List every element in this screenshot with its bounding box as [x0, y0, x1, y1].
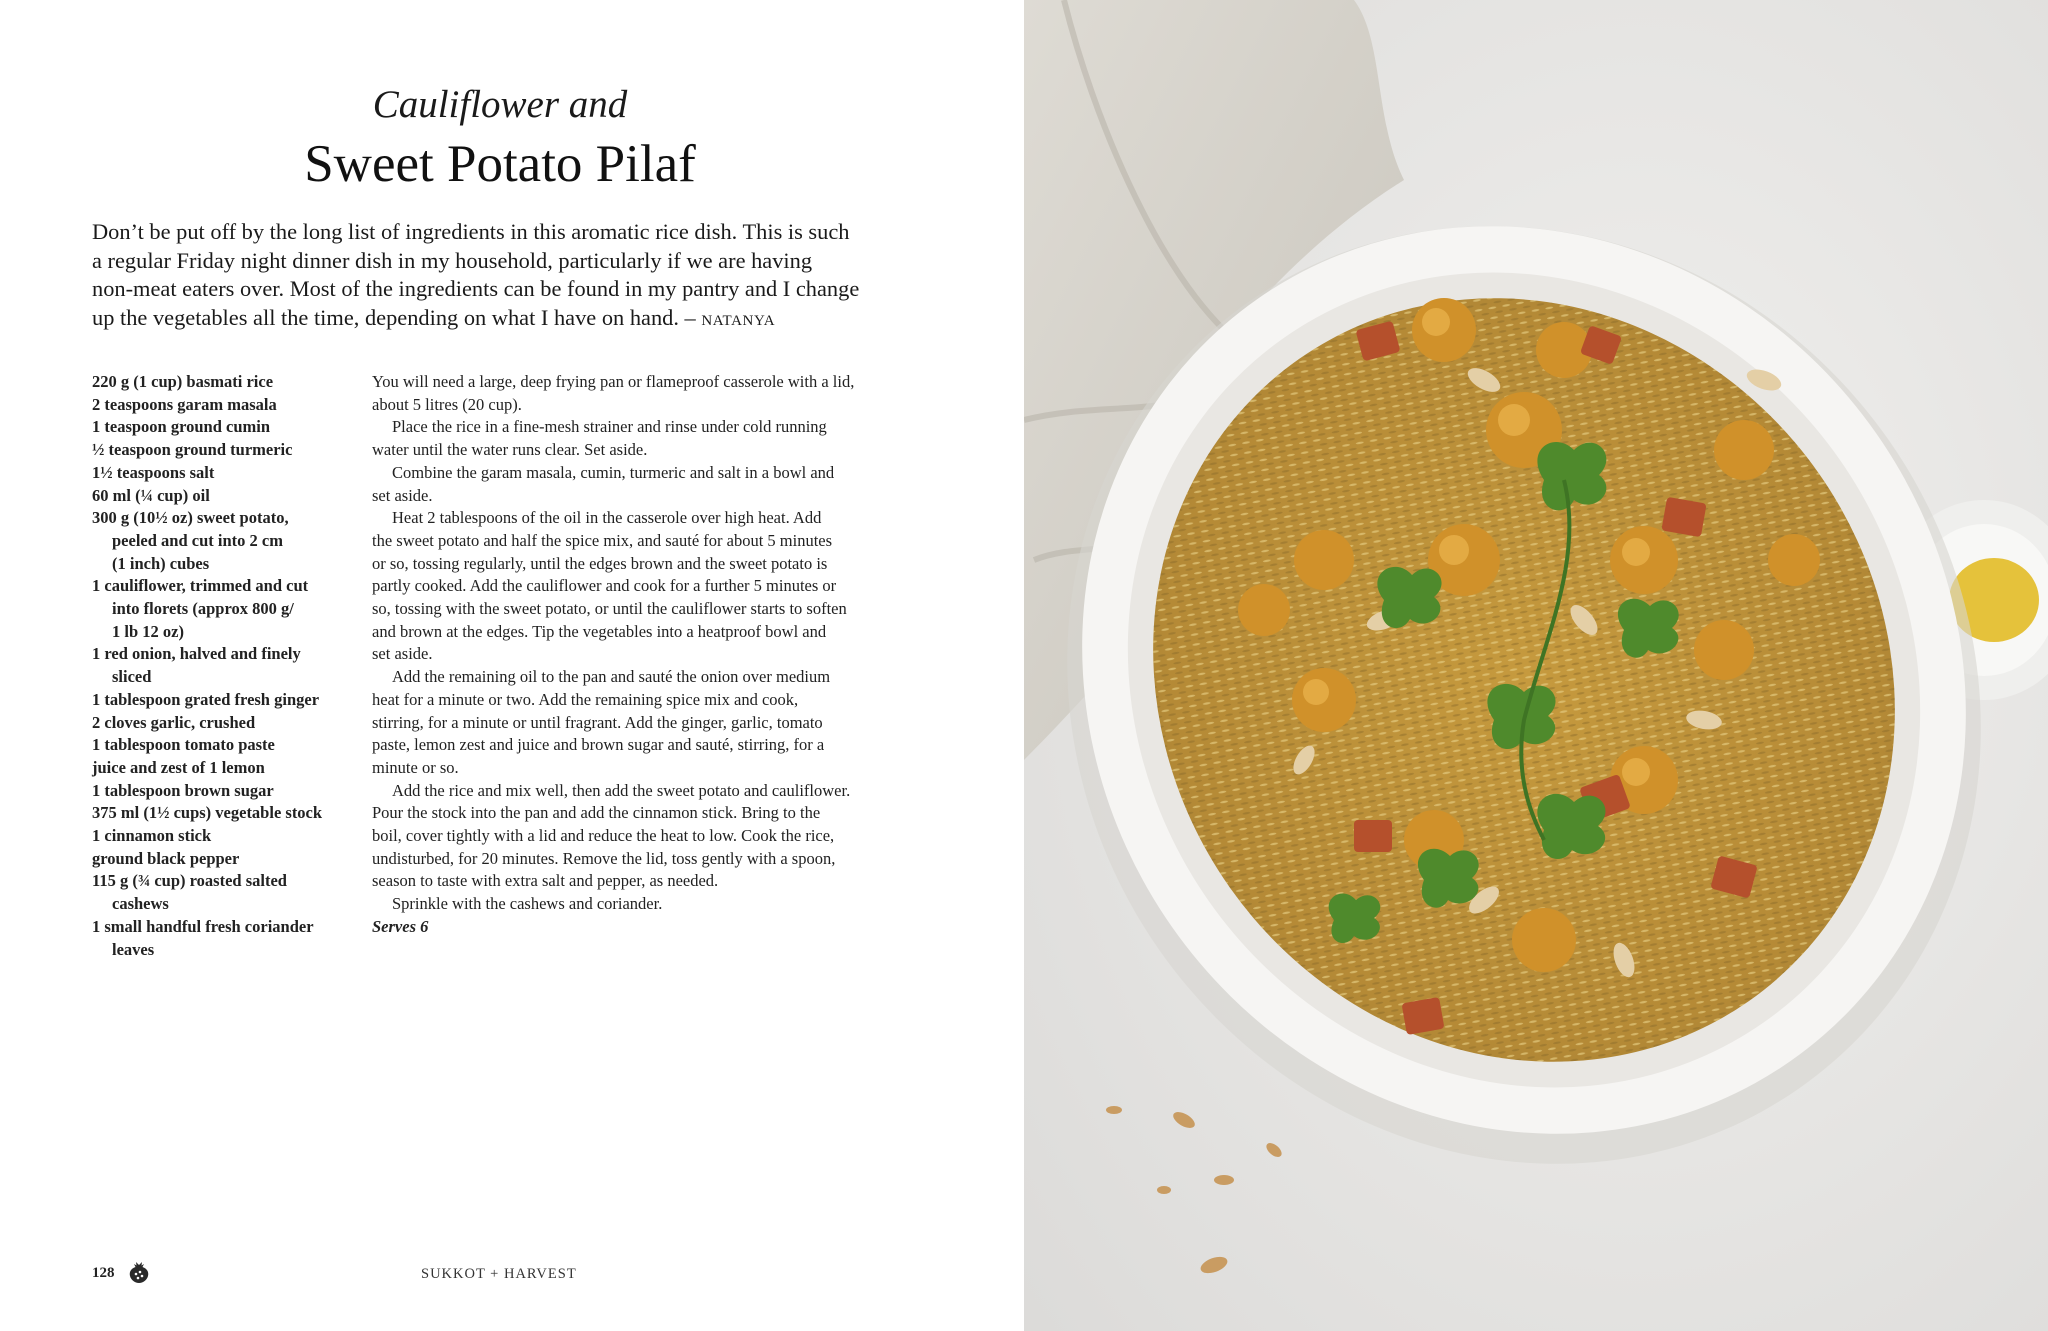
method-line: You will need a large, deep frying pan or flameproof casserole with a lid,: [372, 372, 855, 391]
ingredient-line: cashews: [112, 894, 169, 914]
ingredient-line: 1 small handful fresh coriander: [92, 916, 314, 936]
method-line: Combine the garam masala, cumin, turmeric and salt in a bowl and: [392, 462, 835, 482]
method-line: minute or so.: [372, 757, 459, 777]
recipe-subtitle: Cauliflower and: [372, 83, 628, 126]
ingredient-line: (1 inch) cubes: [112, 553, 210, 573]
pilaf-photo-illustration: [1024, 0, 2048, 1331]
method-line: paste, lemon zest and juice and brown sugar and sauté, stirring, for a: [372, 735, 825, 755]
recipe-title: Sweet Potato Pilaf: [304, 135, 696, 193]
method-text: [372, 371, 912, 939]
ingredients-list: [92, 371, 362, 961]
serves-label: Serves 6: [372, 916, 429, 936]
ingredient-line: 220 g (1 cup) basmati rice: [92, 372, 274, 391]
method-line: so, tossing with the sweet potato, or until the cauliflower starts to soften: [372, 599, 847, 619]
ingredient-line: peeled and cut into 2 cm: [112, 530, 283, 550]
ingredient-line: leaves: [112, 939, 155, 959]
pomegranate-icon: [128, 1260, 150, 1284]
ingredient-line: ½ teaspoon ground turmeric: [92, 440, 293, 460]
method-line: heat for a minute or two. Add the remaining spice mix and cook,: [372, 689, 799, 709]
method-line: set aside.: [372, 644, 433, 664]
method-line: Heat 2 tablespoons of the oil in the casserole over high heat. Add: [392, 508, 822, 528]
ingredient-line: juice and zest of 1 lemon: [92, 757, 265, 777]
method-line: set aside.: [372, 485, 433, 505]
section-title: SUKKOT + HARVEST: [421, 1266, 577, 1282]
intro-line: a regular Friday night dinner dish in my household, particularly if we are having: [92, 247, 813, 273]
ingredient-line: sliced: [112, 667, 152, 687]
ingredient-line: 1 lb 12 oz): [112, 621, 184, 641]
page-number: 128: [92, 1265, 115, 1281]
method-line: or so, tossing regularly, until the edges brown and the sweet potato is: [372, 553, 828, 573]
ingredient-line: 1 cinnamon stick: [92, 826, 212, 846]
intro-line: Don’t be put off by the long list of ingredients in this aromatic rice dish. This is such: [92, 219, 850, 244]
ingredient-line: ground black pepper: [92, 848, 240, 868]
method-line: water until the water runs clear. Set aside.: [372, 440, 648, 460]
ingredient-line: 2 teaspoons garam masala: [92, 394, 277, 414]
method-line: the sweet potato and half the spice mix, and sauté for about 5 minutes: [372, 530, 833, 550]
intro-line: [92, 304, 892, 336]
ingredient-line: 1 teaspoon ground cumin: [92, 417, 271, 437]
ingredient-line: 2 cloves garlic, crushed: [92, 712, 256, 732]
method-line: Add the rice and mix well, then add the sweet potato and cauliflower.: [392, 780, 851, 800]
ingredient-line: 1 tablespoon grated fresh ginger: [92, 689, 320, 709]
ingredient-line: 1 tablespoon tomato paste: [92, 735, 275, 755]
intro-line: non-meat eaters over. Most of the ingredients can be found in my pantry and I change: [92, 276, 860, 301]
ingredient-line: 1 red onion, halved and finely: [92, 644, 301, 664]
food-photo: [1024, 0, 2048, 1331]
method-line: Sprinkle with the cashews and coriander.: [392, 894, 663, 914]
ingredient-line: 60 ml (¼ cup) oil: [92, 485, 210, 505]
method-line: stirring, for a minute or until fragrant. Add the ginger, garlic, tomato: [372, 712, 823, 732]
intro-line-text: up the vegetables all the time, depending on what I have on hand. –: [92, 304, 702, 330]
method-line: partly cooked. Add the cauliflower and cook for a further 5 minutes or: [372, 576, 837, 596]
ingredient-line: into florets (approx 800 g/: [112, 599, 294, 619]
intro-author: NATANYA: [701, 312, 776, 329]
method-line: undisturbed, for 20 minutes. Remove the lid, toss gently with a spoon,: [372, 848, 836, 868]
recipe-intro: [92, 218, 892, 335]
ingredient-line: 1 cauliflower, trimmed and cut: [92, 576, 309, 596]
ingredient-line: 375 ml (1½ cups) vegetable stock: [92, 803, 323, 823]
method-line: about 5 litres (20 cup).: [372, 394, 522, 414]
method-line: boil, cover tightly with a lid and reduce the heat to low. Cook the rice,: [372, 826, 835, 846]
method-line: and brown at the edges. Tip the vegetables into a heatproof bowl and: [372, 621, 827, 641]
ingredient-line: 300 g (10½ oz) sweet potato,: [92, 508, 289, 528]
method-line: Pour the stock into the pan and add the cinnamon stick. Bring to the: [372, 803, 821, 823]
method-line: season to taste with extra salt and pepper, as needed.: [372, 871, 719, 891]
ingredient-line: 1½ teaspoons salt: [92, 462, 215, 482]
ingredient-line: 115 g (¾ cup) roasted salted: [92, 871, 287, 891]
method-line: Add the remaining oil to the pan and sauté the onion over medium: [392, 667, 831, 687]
method-line: Place the rice in a fine-mesh strainer and rinse under cold running: [392, 417, 827, 437]
ingredient-line: 1 tablespoon brown sugar: [92, 780, 274, 800]
